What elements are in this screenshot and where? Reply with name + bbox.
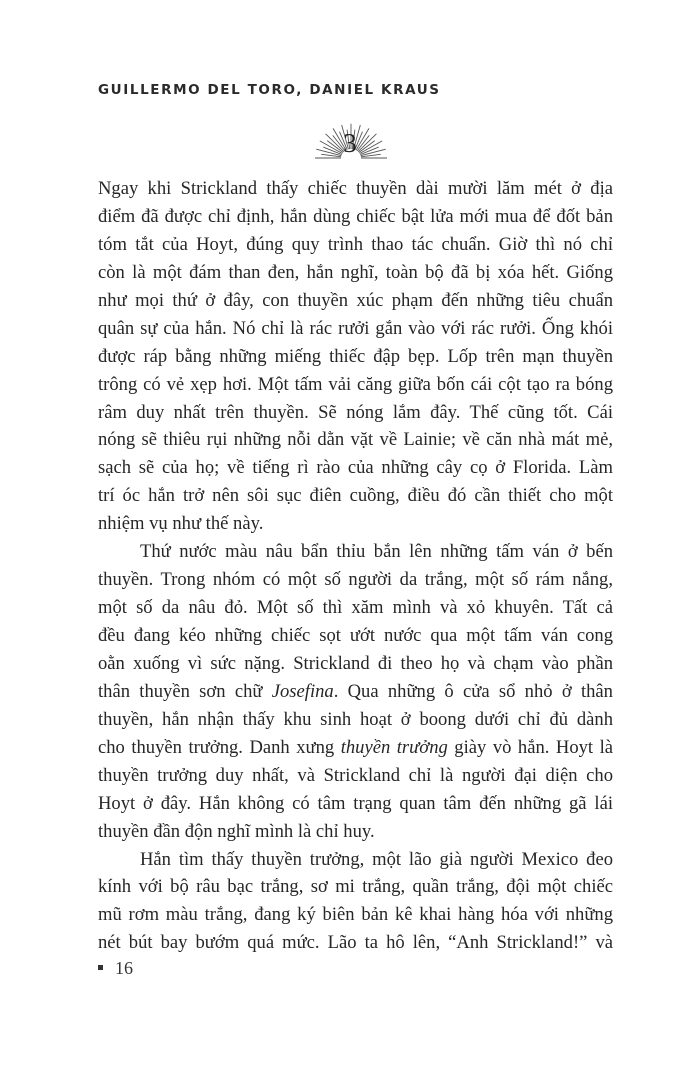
text-line — [98, 343, 613, 371]
bullet-square-icon — [98, 965, 103, 970]
text-line — [98, 203, 613, 231]
text-segment: . Qua những ô cửa sổ nhỏ ở thân — [333, 680, 613, 702]
text-line — [98, 678, 613, 706]
text-segment: còn là một đám than đen, hắn nghĩ, toàn bộ đã bị xóa hết. Giống — [98, 261, 613, 283]
text-segment: thuyền đần độn nghĩ mình là chỉ huy. — [98, 820, 375, 842]
text-line — [98, 175, 613, 203]
text-line — [98, 818, 613, 846]
text-segment: một số da nâu đỏ. Một số thì xăm mình và xỏ khuyên. Tất cả — [98, 597, 613, 619]
page-footer — [98, 958, 133, 979]
text-segment: Hắn tìm thấy thuyền trưởng, một lão già người Mexico đeo — [140, 848, 613, 870]
text-segment: Hoyt ở đây. Hắn không có tâm trạng quan tâm đến những gã lái — [98, 792, 613, 814]
text-line — [98, 846, 613, 874]
text-segment: nét bút bay bướm quá mức. Lão ta hô lên, “Anh Strickland!” và — [98, 932, 613, 954]
text-segment: đều đang kéo những chiếc sọt ướt nước qua một tấm ván cong — [98, 625, 613, 646]
text-segment: oằn xuống vì sức nặng. Strickland đi theo họ và chạm vào phần — [98, 652, 613, 674]
text-line — [98, 622, 613, 650]
text-segment: trí óc hắn trở nên sôi sục điên cuồng, điều đó cần thiết cho một — [98, 485, 613, 507]
text-line — [98, 259, 613, 287]
page-number: 16 — [115, 958, 133, 978]
text-line — [98, 901, 613, 929]
chapter-body-text — [98, 175, 613, 957]
text-line — [98, 706, 613, 734]
text-line — [98, 538, 613, 566]
text-line — [98, 482, 613, 510]
text-line — [98, 594, 613, 622]
text-segment: thuyền, hắn nhận thấy khu sinh hoạt ở boong dưới chỉ đủ dành — [98, 708, 613, 730]
text-line — [98, 454, 613, 482]
text-segment: thuyền trưởng duy nhất, và Strickland chỉ là người đại diện cho — [98, 764, 613, 786]
text-segment: trông có vẻ xẹp hơi. Một tấm vải căng giữa bốn cái cột tạo ra bóng — [98, 373, 613, 395]
text-line — [98, 510, 613, 538]
text-line — [98, 929, 613, 957]
text-line — [98, 566, 613, 594]
text-segment: thân thuyền sơn chữ — [98, 680, 272, 702]
text-line — [98, 287, 613, 315]
text-segment: cho thuyền trưởng. Danh xưng — [98, 736, 341, 758]
text-segment: nóng sẽ thiêu rụi những nỗi dằn vặt về Lainie; về căn nhà mát mẻ, — [98, 429, 613, 451]
text-segment: giày vò hắn. Hoyt là — [447, 736, 613, 758]
italic-text: Josefina — [271, 680, 334, 702]
text-line — [98, 650, 613, 678]
italic-text: thuyền trưởng — [340, 736, 448, 758]
text-line — [98, 790, 613, 818]
text-line — [98, 873, 613, 901]
text-segment: thuyền. Trong nhóm có một số người da trắng, một số rám nắng, — [98, 569, 613, 591]
text-segment: nhiệm vụ như thế này. — [98, 513, 264, 535]
text-segment: điểm đã được chỉ định, hắn dùng chiếc bật lửa mới mua để đốt bản — [98, 205, 613, 227]
text-line — [98, 426, 613, 454]
text-segment: được ráp bằng những miếng thiếc đập bẹp. Lốp trên mạn thuyền — [98, 345, 613, 367]
text-line — [98, 371, 613, 399]
text-segment: tóm tắt của Hoyt, đúng quy trình thao tác chuẩn. Giờ thì nó chỉ — [98, 233, 613, 255]
text-segment: kính với bộ râu bạc trắng, sơ mi trắng, quần trắng, đội một chiếc — [98, 876, 613, 898]
text-line — [98, 399, 613, 427]
text-segment: mũ rơm màu trắng, đang ký biên bản kê khai hàng hóa với những — [98, 904, 613, 926]
text-segment: sạch sẽ của họ; về tiếng rì rào của những cây cọ ở Florida. Làm — [98, 457, 613, 479]
text-line — [98, 231, 613, 259]
chapter-number: 3 — [343, 128, 357, 158]
text-segment: Ngay khi Strickland thấy chiếc thuyền dài mười lăm mét ở địa — [98, 178, 613, 199]
text-line — [98, 315, 613, 343]
text-segment: quân sự của hắn. Nó chỉ là rác rưởi gắn vào với rác rưởi. Ống khói — [98, 317, 613, 339]
text-segment: râm duy nhất trên thuyền. Sẽ nóng lắm đây. Thế cũng tốt. Cái — [98, 401, 613, 423]
text-segment: như mọi thứ ở đây, con thuyền xúc phạm đến những tiêu chuẩn — [98, 289, 613, 311]
text-line — [98, 734, 613, 762]
text-segment: Thứ nước màu nâu bẩn thỉu bắn lên những tấm ván ở bến — [140, 541, 613, 563]
text-line — [98, 762, 613, 790]
running-header-authors: GUILLERMO DEL TORO, DANIEL KRAUS — [98, 82, 441, 98]
